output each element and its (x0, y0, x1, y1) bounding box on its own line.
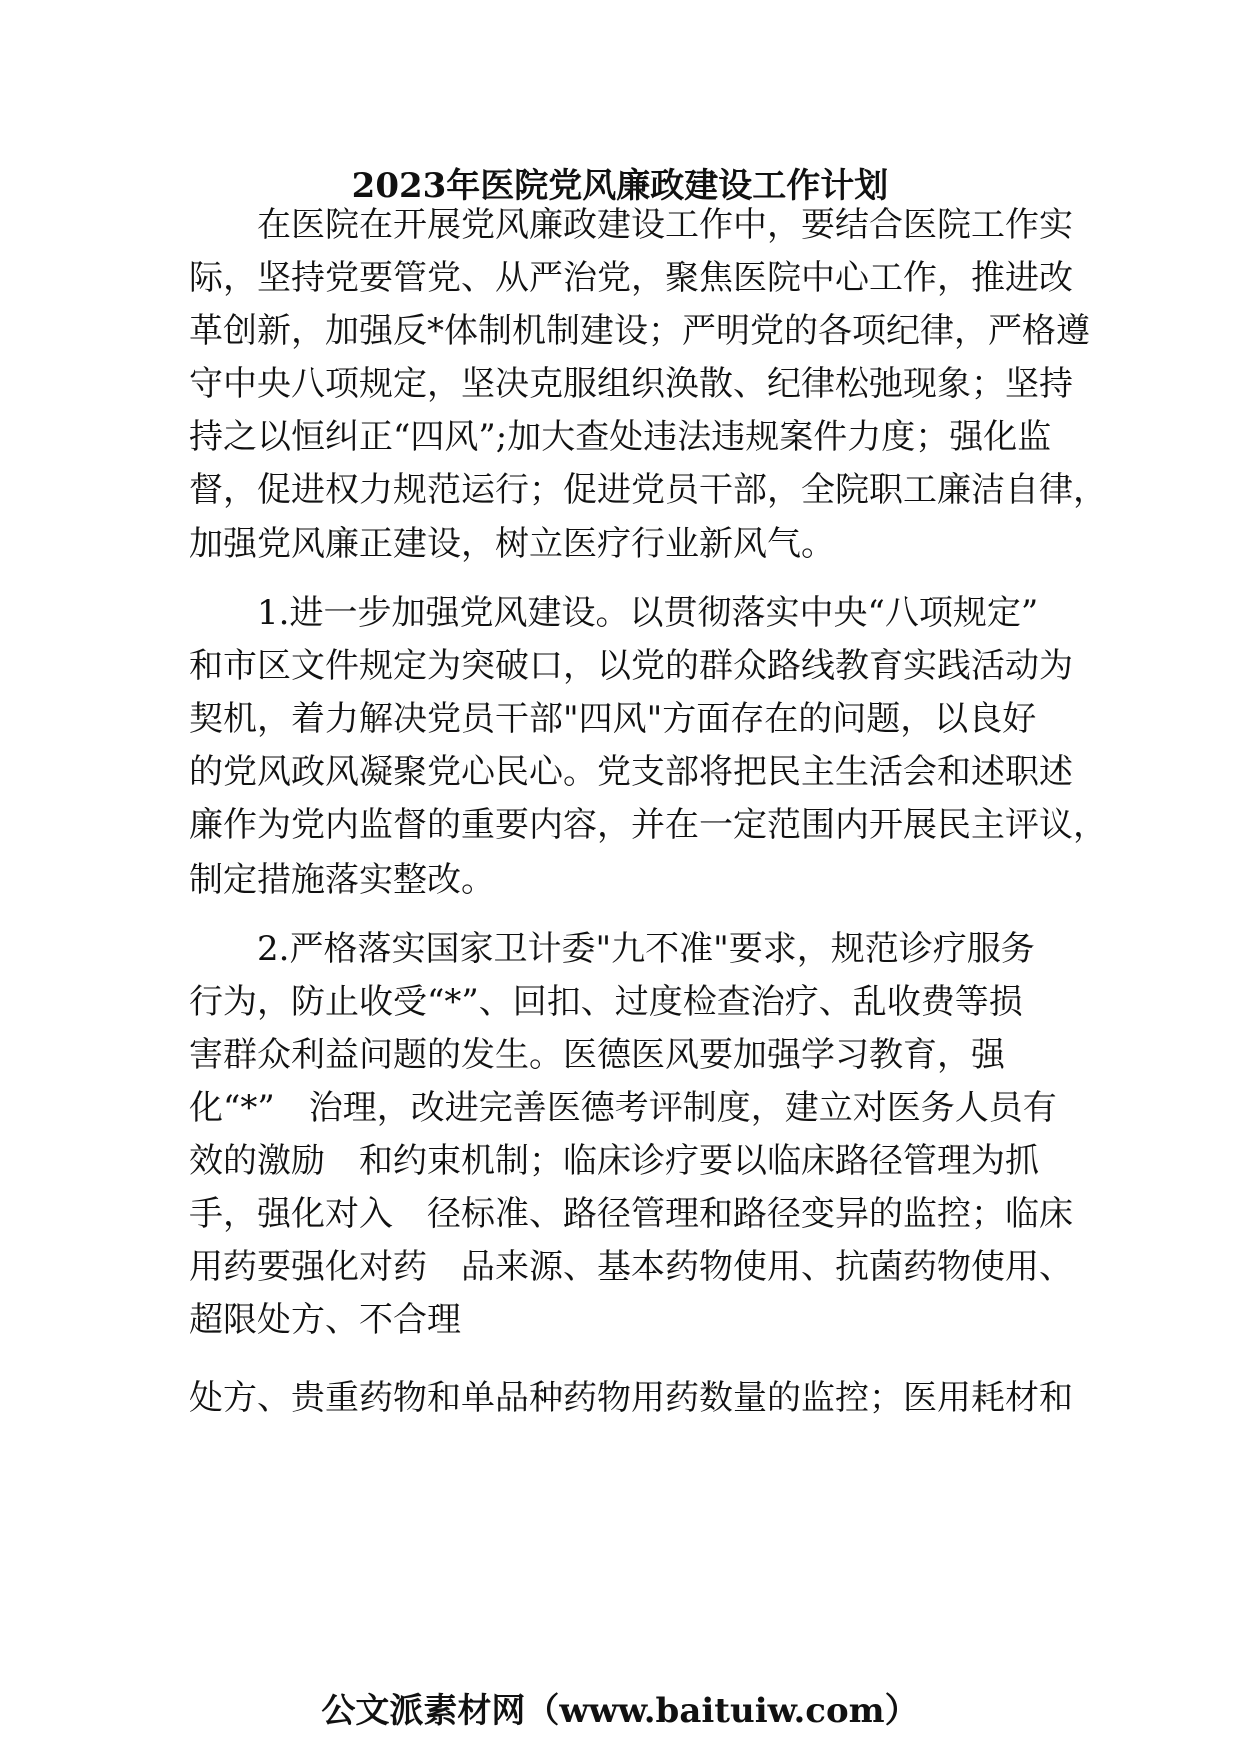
body-line-18: 效的激励 和约束机制；临床诊疗要以临床路径管理为抓 (189, 1141, 1039, 1181)
body-line-17: 化“*” 治理，改进完善医德考评制度，建立对医务人员有 (189, 1088, 1057, 1128)
body-line-9: 和市区文件规定为突破口，以党的群众路线教育实践活动为 (189, 646, 1073, 686)
body-line-6: 督，促进权力规范运行；促进党员干部，全院职工廉洁自律， (189, 470, 1107, 510)
body-line-4: 守中央八项规定，坚决克服组织涣散、纪律松弛现象；坚持 (189, 364, 1073, 404)
body-line-11: 的党风政风凝聚党心民心。党支部将把民主生活会和述职述 (189, 752, 1073, 792)
footer-watermark: 公文派素材网（www.baituiw.com） (321, 1691, 919, 1731)
body-line-12: 廉作为党内监督的重要内容，并在一定范围内开展民主评议， (189, 805, 1107, 845)
body-line-5: 持之以恒纠正“四风”;加大查处违法违规案件力度；强化监 (189, 417, 1052, 457)
body-line-20: 用药要强化对药 品来源、基本药物使用、抗菌药物使用、 (189, 1247, 1073, 1287)
body-line-1: 在医院在开展党风廉政建设工作中，要结合医院工作实 (189, 205, 1073, 245)
body-line-21: 超限处方、不合理 (189, 1300, 461, 1340)
body-line-19: 手，强化对入 径标准、路径管理和路径变异的监控；临床 (189, 1194, 1073, 1234)
document-title: 2023年医院党风廉政建设工作计划 (351, 166, 889, 206)
body-line-14: 2.严格落实国家卫计委"九不准"要求，规范诊疗服务 (189, 929, 1035, 969)
body-line-15: 行为，防止收受“*”、回扣、过度检查治疗、乱收费等损 (189, 982, 1023, 1022)
body-line-16: 害群众利益问题的发生。医德医风要加强学习教育，强 (189, 1035, 1005, 1075)
body-line-22: 处方、贵重药物和单品种药物用药数量的监控；医用耗材和 (189, 1378, 1073, 1418)
body-line-10: 契机，着力解决党员干部"四风"方面存在的问题，以良好 (189, 699, 1037, 739)
body-line-13: 制定措施落实整改。 (189, 860, 495, 900)
body-line-3: 革创新，加强反*体制机制建设；严明党的各项纪律，严格遵 (189, 311, 1090, 351)
body-line-8: 1.进一步加强党风建设。以贯彻落实中央“八项规定” (189, 593, 1039, 633)
body-line-7: 加强党风廉正建设，树立医疗行业新风气。 (189, 524, 835, 564)
body-line-2: 际，坚持党要管党、从严治党，聚焦医院中心工作，推进改 (189, 258, 1073, 298)
